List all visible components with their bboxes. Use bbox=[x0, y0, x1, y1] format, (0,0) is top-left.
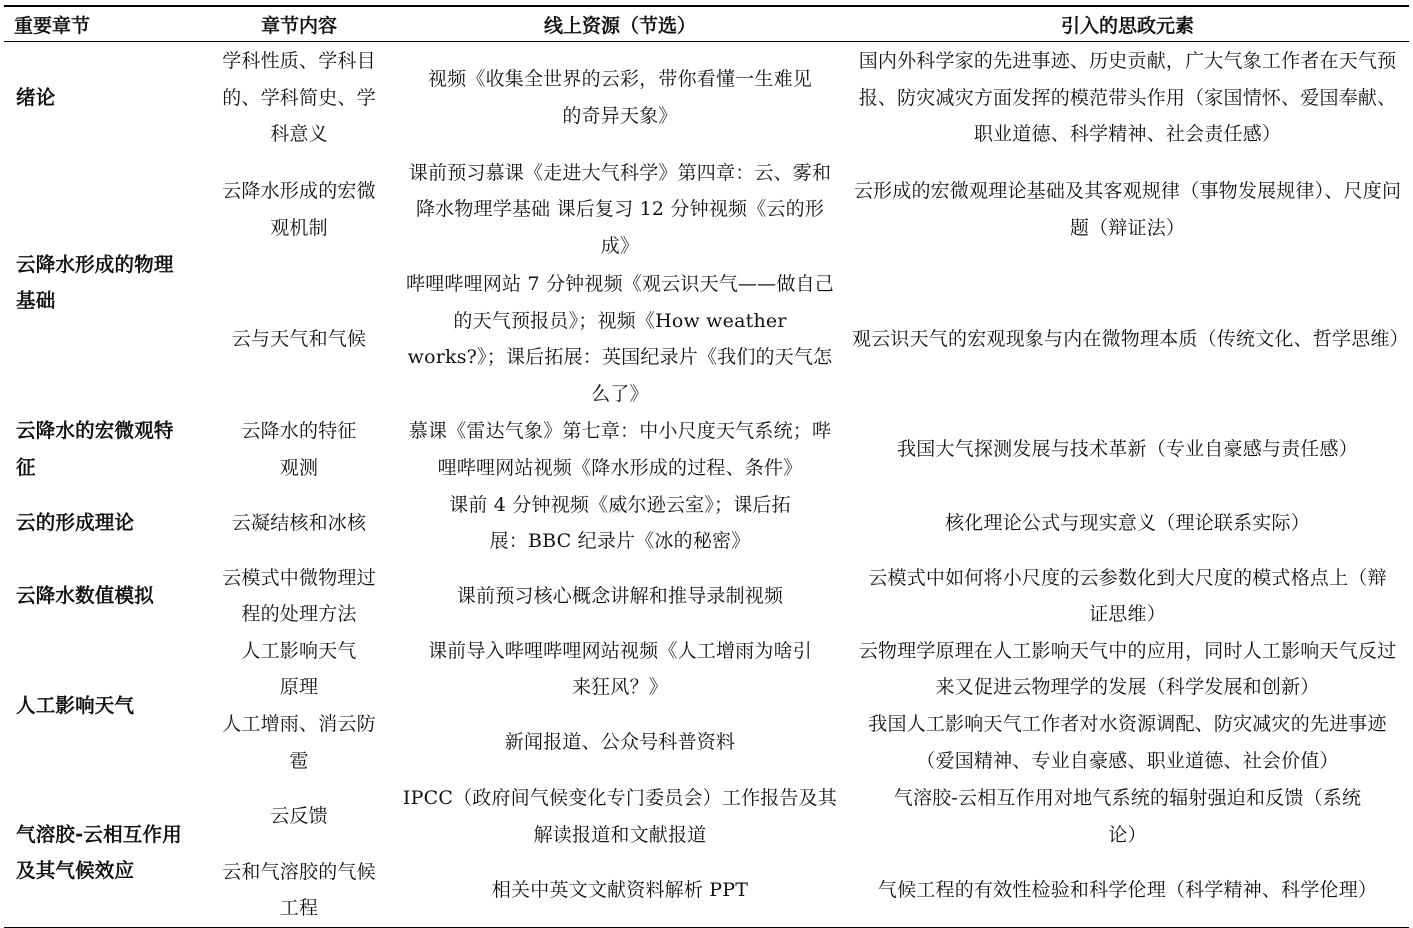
curriculum-table bbox=[4, 5, 1409, 928]
table-row bbox=[4, 487, 1409, 560]
table-row bbox=[4, 266, 1409, 413]
element-cell: 国内外科学家的先进事迹、历史贡献，广大气象工作者在天气预报、防灾减灾方面发挥的模范带头作用（家国情怀、爱国奉献、职业道德、科学精神、社会责任感） bbox=[858, 50, 1397, 145]
table-row bbox=[4, 413, 1409, 487]
table-row bbox=[4, 854, 1409, 928]
element-cell: 观云识天气的宏观现象与内在微物理本质（传统文化、哲学思维） bbox=[852, 327, 1409, 350]
element-cell: 云形成的宏微观理论基础及其客观规律（事物发展规律）、尺度问题（辩证法） bbox=[853, 180, 1402, 239]
chapter-cell: 气溶胶-云相互作用及其气候效应 bbox=[16, 822, 182, 882]
table-row bbox=[4, 633, 1409, 706]
content-cell: 云降水的特征观测 bbox=[241, 420, 357, 479]
element-cell: 我国人工影响天气工作者对水资源调配、防灾减灾的先进事迹（爱国精神、专业自豪感、职业道德、社会价值） bbox=[868, 713, 1387, 772]
chapter-cell: 云降水的宏微观特征 bbox=[16, 419, 174, 479]
content-cell: 人工影响天气原理 bbox=[241, 639, 357, 698]
header-element: 引入的思政元素 bbox=[1060, 14, 1194, 37]
content-cell: 云与天气和气候 bbox=[231, 327, 367, 350]
header-content: 章节内容 bbox=[260, 14, 337, 37]
content-cell: 云模式中微物理过程的处理方法 bbox=[222, 566, 376, 625]
chapter-cell: 人工影响天气 bbox=[16, 693, 135, 717]
table-header-row bbox=[4, 6, 1409, 42]
chapter-cell: 绪论 bbox=[16, 85, 56, 109]
resource-cell: IPCC（政府间气候变化专门委员会）工作报告及其解读报道和文献报道 bbox=[402, 787, 838, 846]
chapter-cell: 云的形成理论 bbox=[16, 510, 135, 534]
chapter-cell: 云降水数值模拟 bbox=[16, 583, 154, 607]
resource-cell: 新闻报道、公众号科普资料 bbox=[504, 731, 736, 754]
content-cell: 云和气溶胶的气候工程 bbox=[222, 860, 376, 919]
resource-cell: 视频《收集全世界的云彩，带你看懂一生难见的奇异天象》 bbox=[427, 68, 812, 127]
resource-cell: 课前 4 分钟视频《威尔逊云室》；课后拓展：BBC 纪录片《冰的秘密》 bbox=[449, 493, 791, 552]
element-cell: 气候工程的有效性检验和科学伦理（科学精神、科学伦理） bbox=[877, 878, 1378, 901]
header-resource: 线上资源（节选） bbox=[543, 14, 696, 37]
table-row bbox=[4, 560, 1409, 633]
resource-cell: 课前导入哔哩哔哩网站视频《人工增雨为啥引来狂风？》 bbox=[427, 639, 812, 698]
content-cell: 学科性质、学科目的、学科简史、学科意义 bbox=[222, 50, 376, 145]
element-cell: 核化理论公式与现实意义（理论联系实际） bbox=[945, 511, 1310, 534]
table-row bbox=[4, 780, 1409, 854]
element-cell: 气溶胶-云相互作用对地气系统的辐射强迫和反馈（系统论） bbox=[893, 787, 1362, 846]
content-cell: 人工增雨、消云防雹 bbox=[222, 713, 376, 772]
resource-cell: 课前预习核心概念讲解和推导录制视频 bbox=[456, 584, 784, 607]
content-cell: 云凝结核和冰核 bbox=[231, 511, 367, 534]
resource-cell: 相关中英文文献资料解析 PPT bbox=[491, 878, 749, 901]
chapter-cell: 云降水形成的物理基础 bbox=[16, 252, 174, 312]
table-row bbox=[4, 154, 1409, 266]
table-row bbox=[4, 706, 1409, 780]
table-row bbox=[4, 42, 1409, 154]
resource-cell: 课前预习慕课《走进大气科学》第四章：云、雾和降水物理学基础 课后复习 12 分钟视频《云的形成》 bbox=[408, 161, 832, 257]
element-cell: 我国大气探测发展与技术革新（专业自豪感与责任感） bbox=[897, 438, 1358, 461]
element-cell: 云物理学原理在人工影响天气中的应用，同时人工影响天气反过来又促进云物理学的发展（科学发展和创新） bbox=[858, 639, 1397, 698]
resource-cell: 慕课《雷达气象》第七章：中小尺度天气系统；哔哩哔哩网站视频《降水形成的过程、条件》 bbox=[408, 420, 832, 479]
header-chapter: 重要章节 bbox=[14, 14, 91, 37]
content-cell: 云反馈 bbox=[270, 805, 328, 828]
element-cell: 云模式中如何将小尺度的云参数化到大尺度的模式格点上（辩证思维） bbox=[868, 566, 1387, 625]
resource-cell: 哔哩哔哩网站 7 分钟视频《观云识天气——做自己的天气预报员》；视频《How weather works?》；课后拓展：英国纪录片《我们的天气怎么了》 bbox=[406, 273, 834, 405]
content-cell: 云降水形成的宏微观机制 bbox=[222, 180, 376, 239]
